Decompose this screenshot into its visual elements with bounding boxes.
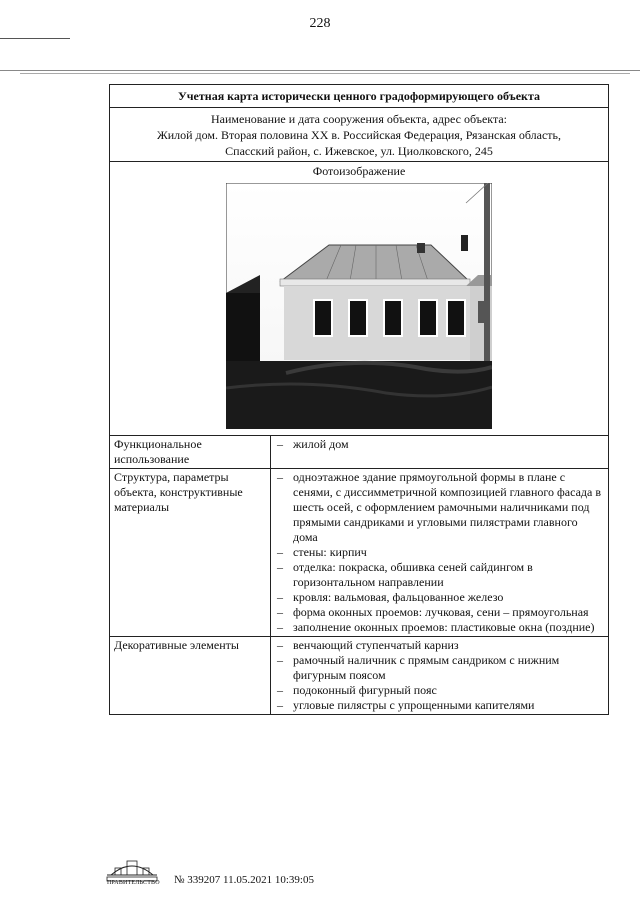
list-item: – подоконный фигурный пояс [275,683,604,698]
row-values [271,469,609,637]
table-row [110,436,608,469]
list-item: – угловые пилястры с упрощенными капителями [275,698,604,713]
table-row [110,637,608,715]
card-title: Учетная карта исторически ценного градоформирующего объекта [110,85,608,108]
row-values [271,436,609,469]
table-row [110,469,608,637]
list-item: – форма оконных проемов: лучковая, сени – прямоугольная [275,605,604,620]
name-heading: Наименование и дата сооружения объекта, адрес объекта: [210,112,508,126]
row-key: Декоративные элементы [110,637,271,715]
object-name-block [110,108,608,162]
list-item: – одноэтажное здание прямоугольной формы в плане с сенями, с диссимметричной композицией главного фасада в шесть осей, с оформлением рамочными наличниками под прямыми сандриками и угловыми пилястрами главного дома [275,470,604,545]
list-item: – кровля: вальмовая, фальцованное железо [275,590,604,605]
registration-card [109,84,609,715]
scan-artifact-line [0,70,640,71]
building-photo [226,183,492,429]
name-line-1: Жилой дом. Вторая половина XX в. Российская Федерация, Рязанская область, [156,128,562,142]
government-stamp-icon [103,855,161,883]
list-item: – заполнение оконных проемов: пластиковые окна (поздние) [275,620,604,635]
list-item: – отделка: покраска, обшивка сеней сайдингом в горизонтальном направлении [275,560,604,590]
list-item: – венчающий ступенчатый карниз [275,638,604,653]
list-item: – стены: кирпич [275,545,604,560]
name-line-2: Спасский район, с. Ижевское, ул. Циолковского, 245 [225,144,493,158]
stamp-text: ПРАВИТЕЛЬСТВО [107,880,160,886]
row-key: Функциональное использование [110,436,271,469]
document-number: № 339207 11.05.2021 10:39:05 [174,874,314,886]
scan-artifact-line [20,73,630,74]
photo-label: Фотоизображение [312,164,406,178]
properties-table [110,436,608,714]
list-item: – жилой дом [275,437,604,452]
row-values [271,637,609,715]
scan-artifact-line [0,38,70,39]
page-number: 228 [309,16,331,31]
row-key: Структура, параметры объекта, конструктивные материалы [110,469,271,637]
list-item: – рамочный наличник с прямым сандриком с нижним фигурным поясом [275,653,604,683]
photo-block [110,162,608,436]
